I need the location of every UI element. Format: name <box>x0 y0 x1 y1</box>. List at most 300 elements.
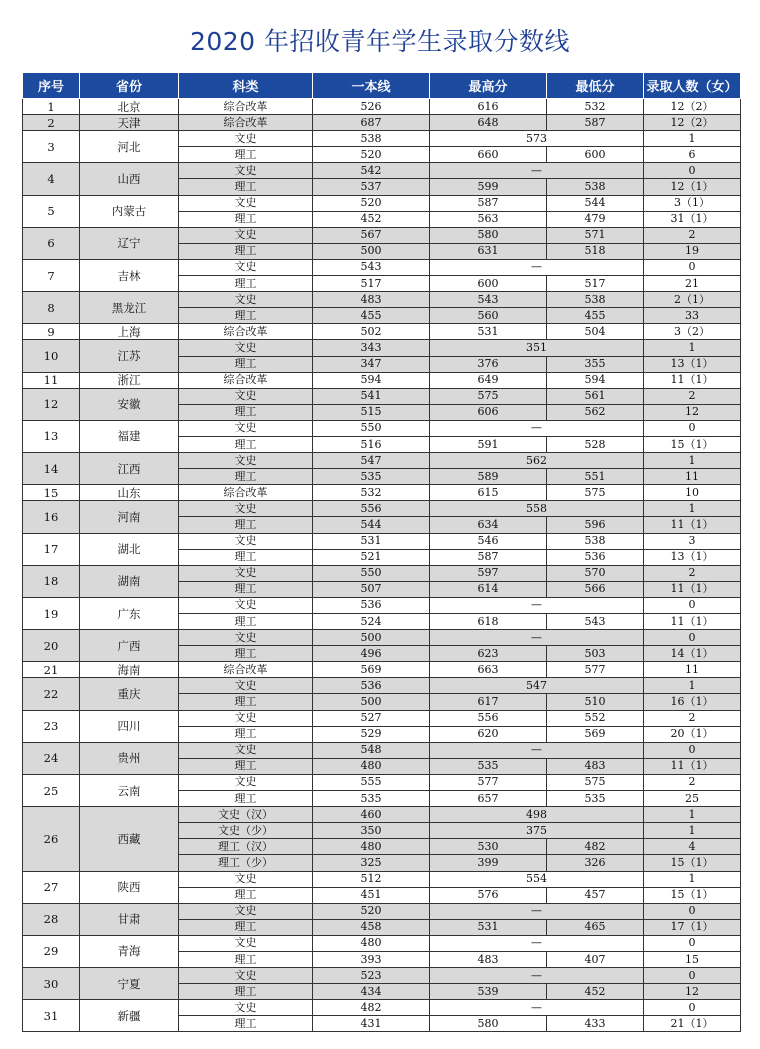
table-row <box>23 292 741 308</box>
admitted-count-cell: 16（1） <box>644 694 741 710</box>
admitted-count-cell: 14（1） <box>644 646 741 662</box>
tier1-line-cell: 520 <box>313 147 430 163</box>
tier1-line-cell: 507 <box>313 581 430 597</box>
subject-cell: 文史 <box>179 903 313 919</box>
row-index-cell: 3 <box>23 131 80 163</box>
admitted-count-cell: 15（1） <box>644 887 741 903</box>
header-index: 序号 <box>23 73 80 99</box>
tier1-line-cell: 350 <box>313 823 430 839</box>
tier1-line-cell: 547 <box>313 453 430 469</box>
table-row <box>23 935 741 951</box>
subject-cell: 理工（少） <box>179 855 313 871</box>
tier1-line-cell: 532 <box>313 485 430 501</box>
tier1-line-cell: 480 <box>313 935 430 951</box>
subject-cell: 理工 <box>179 308 313 324</box>
province-cell: 江苏 <box>80 340 179 372</box>
merged-score-cell: 573 <box>430 131 644 147</box>
tier1-line-cell: 535 <box>313 469 430 485</box>
merged-score-cell: 547 <box>430 678 644 694</box>
row-index-cell: 8 <box>23 292 80 324</box>
merged-score-cell: — <box>430 259 644 275</box>
admitted-count-cell: 15（1） <box>644 436 741 452</box>
row-index-cell: 14 <box>23 453 80 485</box>
subject-cell: 理工 <box>179 758 313 774</box>
max-score-cell: 614 <box>430 581 547 597</box>
admitted-count-cell: 12（2） <box>644 99 741 115</box>
table-row <box>23 968 741 984</box>
subject-cell: 理工 <box>179 614 313 630</box>
subject-cell: 文史 <box>179 501 313 517</box>
table-row <box>23 340 741 356</box>
admitted-count-cell: 15（1） <box>644 855 741 871</box>
min-score-cell: 517 <box>547 276 644 292</box>
admitted-count-cell: 3（1） <box>644 195 741 211</box>
table-row <box>23 742 741 758</box>
table-row <box>23 131 741 147</box>
header-tier1-line: 一本线 <box>313 73 430 99</box>
row-index-cell: 1 <box>23 99 80 115</box>
row-index-cell: 20 <box>23 630 80 662</box>
min-score-cell: 543 <box>547 614 644 630</box>
province-cell: 北京 <box>80 99 179 115</box>
max-score-cell: 606 <box>430 404 547 420</box>
tier1-line-cell: 535 <box>313 791 430 807</box>
province-cell: 辽宁 <box>80 227 179 259</box>
min-score-cell: 433 <box>547 1016 644 1032</box>
admitted-count-cell: 11（1） <box>644 372 741 388</box>
subject-cell: 文史 <box>179 292 313 308</box>
row-index-cell: 23 <box>23 710 80 742</box>
admitted-count-cell: 1 <box>644 807 741 823</box>
subject-cell: 文史 <box>179 597 313 613</box>
tier1-line-cell: 452 <box>313 211 430 227</box>
subject-cell: 文史 <box>179 630 313 646</box>
merged-score-cell: 558 <box>430 501 644 517</box>
province-cell: 安徽 <box>80 388 179 420</box>
admitted-count-cell: 0 <box>644 163 741 179</box>
min-score-cell: 566 <box>547 581 644 597</box>
min-score-cell: 600 <box>547 147 644 163</box>
min-score-cell: 457 <box>547 887 644 903</box>
admitted-count-cell: 10 <box>644 485 741 501</box>
admitted-count-cell: 11 <box>644 662 741 678</box>
admitted-count-cell: 13（1） <box>644 356 741 372</box>
table-row <box>23 485 741 501</box>
tier1-line-cell: 555 <box>313 774 430 790</box>
merged-score-cell: 351 <box>430 340 644 356</box>
province-cell: 江西 <box>80 453 179 485</box>
province-cell: 湖南 <box>80 565 179 597</box>
min-score-cell: 544 <box>547 195 644 211</box>
table-row <box>23 195 741 211</box>
max-score-cell: 591 <box>430 436 547 452</box>
merged-score-cell: — <box>430 420 644 436</box>
subject-cell: 文史 <box>179 1000 313 1016</box>
header-subject: 科类 <box>179 73 313 99</box>
tier1-line-cell: 550 <box>313 420 430 436</box>
table-row <box>23 597 741 613</box>
row-index-cell: 5 <box>23 195 80 227</box>
tier1-line-cell: 543 <box>313 259 430 275</box>
row-index-cell: 12 <box>23 388 80 420</box>
max-score-cell: 556 <box>430 710 547 726</box>
tier1-line-cell: 343 <box>313 340 430 356</box>
tier1-line-cell: 517 <box>313 276 430 292</box>
min-score-cell: 518 <box>547 243 644 259</box>
subject-cell: 文史 <box>179 163 313 179</box>
tier1-line-cell: 460 <box>313 807 430 823</box>
min-score-cell: 504 <box>547 324 644 340</box>
table-row <box>23 163 741 179</box>
min-score-cell: 536 <box>547 549 644 565</box>
max-score-cell: 543 <box>430 292 547 308</box>
subject-cell: 文史 <box>179 565 313 581</box>
max-score-cell: 575 <box>430 388 547 404</box>
table-row <box>23 630 741 646</box>
merged-score-cell: — <box>430 968 644 984</box>
min-score-cell: 503 <box>547 646 644 662</box>
max-score-cell: 530 <box>430 839 547 855</box>
tier1-line-cell: 529 <box>313 726 430 742</box>
row-index-cell: 22 <box>23 678 80 710</box>
tier1-line-cell: 538 <box>313 131 430 147</box>
row-index-cell: 24 <box>23 742 80 774</box>
tier1-line-cell: 458 <box>313 919 430 935</box>
min-score-cell: 326 <box>547 855 644 871</box>
admitted-count-cell: 12 <box>644 984 741 1000</box>
subject-cell: 理工 <box>179 356 313 372</box>
table-row <box>23 678 741 694</box>
tier1-line-cell: 431 <box>313 1016 430 1032</box>
row-index-cell: 19 <box>23 597 80 629</box>
tier1-line-cell: 500 <box>313 630 430 646</box>
min-score-cell: 569 <box>547 726 644 742</box>
admitted-count-cell: 25 <box>644 791 741 807</box>
admitted-count-cell: 6 <box>644 147 741 163</box>
max-score-cell: 535 <box>430 758 547 774</box>
max-score-cell: 531 <box>430 919 547 935</box>
max-score-cell: 531 <box>430 324 547 340</box>
province-cell: 新疆 <box>80 1000 179 1032</box>
max-score-cell: 587 <box>430 195 547 211</box>
row-index-cell: 26 <box>23 807 80 871</box>
tier1-line-cell: 542 <box>313 163 430 179</box>
province-cell: 浙江 <box>80 372 179 388</box>
tier1-line-cell: 512 <box>313 871 430 887</box>
min-score-cell: 455 <box>547 308 644 324</box>
row-index-cell: 15 <box>23 485 80 501</box>
table-row <box>23 565 741 581</box>
province-cell: 西藏 <box>80 807 179 871</box>
max-score-cell: 587 <box>430 549 547 565</box>
table-row <box>23 662 741 678</box>
subject-cell: 文史 <box>179 131 313 147</box>
tier1-line-cell: 520 <box>313 195 430 211</box>
province-cell: 山东 <box>80 485 179 501</box>
admitted-count-cell: 1 <box>644 871 741 887</box>
row-index-cell: 10 <box>23 340 80 372</box>
min-score-cell: 479 <box>547 211 644 227</box>
admitted-count-cell: 0 <box>644 420 741 436</box>
admitted-count-cell: 12 <box>644 404 741 420</box>
admitted-count-cell: 3（2） <box>644 324 741 340</box>
min-score-cell: 532 <box>547 99 644 115</box>
min-score-cell: 452 <box>547 984 644 1000</box>
province-cell: 陕西 <box>80 871 179 903</box>
merged-score-cell: — <box>430 1000 644 1016</box>
province-cell: 河北 <box>80 131 179 163</box>
subject-cell: 理工 <box>179 726 313 742</box>
tier1-line-cell: 524 <box>313 614 430 630</box>
tier1-line-cell: 521 <box>313 549 430 565</box>
min-score-cell: 570 <box>547 565 644 581</box>
admitted-count-cell: 17（1） <box>644 919 741 935</box>
max-score-cell: 618 <box>430 614 547 630</box>
page-title: 2020 年招收青年学生录取分数线 <box>189 27 571 56</box>
tier1-line-cell: 393 <box>313 951 430 967</box>
admitted-count-cell: 12（1） <box>644 179 741 195</box>
min-score-cell: 355 <box>547 356 644 372</box>
merged-score-cell: — <box>430 742 644 758</box>
row-index-cell: 16 <box>23 501 80 533</box>
max-score-cell: 617 <box>430 694 547 710</box>
admitted-count-cell: 3 <box>644 533 741 549</box>
merged-score-cell: 554 <box>430 871 644 887</box>
admitted-count-cell: 0 <box>644 742 741 758</box>
min-score-cell: 483 <box>547 758 644 774</box>
min-score-cell: 551 <box>547 469 644 485</box>
subject-cell: 理工 <box>179 179 313 195</box>
subject-cell: 文史 <box>179 420 313 436</box>
row-index-cell: 17 <box>23 533 80 565</box>
min-score-cell: 596 <box>547 517 644 533</box>
tier1-line-cell: 516 <box>313 436 430 452</box>
subject-cell: 文史 <box>179 935 313 951</box>
table-row <box>23 903 741 919</box>
subject-cell: 理工 <box>179 276 313 292</box>
province-cell: 海南 <box>80 662 179 678</box>
tier1-line-cell: 531 <box>313 533 430 549</box>
subject-cell: 理工 <box>179 791 313 807</box>
table-row <box>23 710 741 726</box>
min-score-cell: 577 <box>547 662 644 678</box>
min-score-cell: 482 <box>547 839 644 855</box>
province-cell: 吉林 <box>80 259 179 291</box>
max-score-cell: 599 <box>430 179 547 195</box>
row-index-cell: 13 <box>23 420 80 452</box>
max-score-cell: 649 <box>430 372 547 388</box>
tier1-line-cell: 541 <box>313 388 430 404</box>
admitted-count-cell: 2 <box>644 710 741 726</box>
admitted-count-cell: 1 <box>644 131 741 147</box>
tier1-line-cell: 536 <box>313 678 430 694</box>
merged-score-cell: — <box>430 903 644 919</box>
province-cell: 内蒙古 <box>80 195 179 227</box>
min-score-cell: 587 <box>547 115 644 131</box>
max-score-cell: 577 <box>430 774 547 790</box>
subject-cell: 理工 <box>179 211 313 227</box>
subject-cell: 文史 <box>179 340 313 356</box>
admitted-count-cell: 0 <box>644 597 741 613</box>
tier1-line-cell: 502 <box>313 324 430 340</box>
merged-score-cell: 498 <box>430 807 644 823</box>
province-cell: 贵州 <box>80 742 179 774</box>
subject-cell: 综合改革 <box>179 662 313 678</box>
subject-cell: 文史（少） <box>179 823 313 839</box>
merged-score-cell: — <box>430 163 644 179</box>
merged-score-cell: — <box>430 935 644 951</box>
max-score-cell: 399 <box>430 855 547 871</box>
max-score-cell: 616 <box>430 99 547 115</box>
province-cell: 河南 <box>80 501 179 533</box>
table-row <box>23 324 741 340</box>
subject-cell: 理工 <box>179 517 313 533</box>
province-cell: 福建 <box>80 420 179 452</box>
row-index-cell: 9 <box>23 324 80 340</box>
max-score-cell: 563 <box>430 211 547 227</box>
max-score-cell: 589 <box>430 469 547 485</box>
subject-cell: 理工 <box>179 984 313 1000</box>
subject-cell: 理工 <box>179 436 313 452</box>
table-row <box>23 807 741 823</box>
max-score-cell: 376 <box>430 356 547 372</box>
admitted-count-cell: 11（1） <box>644 581 741 597</box>
table-header-row <box>23 73 741 99</box>
province-cell: 湖北 <box>80 533 179 565</box>
tier1-line-cell: 569 <box>313 662 430 678</box>
admitted-count-cell: 31（1） <box>644 211 741 227</box>
subject-cell: 文史 <box>179 533 313 549</box>
subject-cell: 综合改革 <box>179 372 313 388</box>
tier1-line-cell: 520 <box>313 903 430 919</box>
max-score-cell: 648 <box>430 115 547 131</box>
max-score-cell: 576 <box>430 887 547 903</box>
subject-cell: 理工 <box>179 243 313 259</box>
min-score-cell: 465 <box>547 919 644 935</box>
min-score-cell: 535 <box>547 791 644 807</box>
subject-cell: 文史 <box>179 774 313 790</box>
admitted-count-cell: 2 <box>644 774 741 790</box>
table-row <box>23 388 741 404</box>
subject-cell: 理工（汉） <box>179 839 313 855</box>
subject-cell: 理工 <box>179 951 313 967</box>
tier1-line-cell: 536 <box>313 597 430 613</box>
admitted-count-cell: 33 <box>644 308 741 324</box>
admitted-count-cell: 11（1） <box>644 758 741 774</box>
subject-cell: 理工 <box>179 887 313 903</box>
admitted-count-cell: 1 <box>644 501 741 517</box>
merged-score-cell: 562 <box>430 453 644 469</box>
admitted-count-cell: 0 <box>644 903 741 919</box>
merged-score-cell: — <box>430 597 644 613</box>
table-row <box>23 259 741 275</box>
max-score-cell: 663 <box>430 662 547 678</box>
min-score-cell: 538 <box>547 179 644 195</box>
max-score-cell: 560 <box>430 308 547 324</box>
subject-cell: 理工 <box>179 694 313 710</box>
row-index-cell: 7 <box>23 259 80 291</box>
tier1-line-cell: 523 <box>313 968 430 984</box>
province-cell: 青海 <box>80 935 179 967</box>
table-row <box>23 501 741 517</box>
row-index-cell: 30 <box>23 968 80 1000</box>
subject-cell: 文史 <box>179 453 313 469</box>
min-score-cell: 528 <box>547 436 644 452</box>
province-cell: 甘肃 <box>80 903 179 935</box>
max-score-cell: 483 <box>430 951 547 967</box>
subject-cell: 理工 <box>179 581 313 597</box>
max-score-cell: 615 <box>430 485 547 501</box>
table-row <box>23 453 741 469</box>
subject-cell: 文史 <box>179 388 313 404</box>
merged-score-cell: 375 <box>430 823 644 839</box>
subject-cell: 文史（汉） <box>179 807 313 823</box>
admitted-count-cell: 1 <box>644 340 741 356</box>
admitted-count-cell: 0 <box>644 630 741 646</box>
admitted-count-cell: 11（1） <box>644 517 741 533</box>
table-row <box>23 99 741 115</box>
subject-cell: 文史 <box>179 742 313 758</box>
tier1-line-cell: 500 <box>313 694 430 710</box>
table-row <box>23 871 741 887</box>
subject-cell: 文史 <box>179 195 313 211</box>
subject-cell: 理工 <box>179 919 313 935</box>
tier1-line-cell: 594 <box>313 372 430 388</box>
min-score-cell: 575 <box>547 774 644 790</box>
tier1-line-cell: 347 <box>313 356 430 372</box>
admitted-count-cell: 2（1） <box>644 292 741 308</box>
min-score-cell: 594 <box>547 372 644 388</box>
tier1-line-cell: 496 <box>313 646 430 662</box>
subject-cell: 理工 <box>179 404 313 420</box>
tier1-line-cell: 455 <box>313 308 430 324</box>
admitted-count-cell: 11（1） <box>644 614 741 630</box>
subject-cell: 综合改革 <box>179 324 313 340</box>
subject-cell: 理工 <box>179 469 313 485</box>
max-score-cell: 623 <box>430 646 547 662</box>
merged-score-cell: — <box>430 630 644 646</box>
admitted-count-cell: 2 <box>644 227 741 243</box>
admitted-count-cell: 0 <box>644 968 741 984</box>
tier1-line-cell: 544 <box>313 517 430 533</box>
province-cell: 四川 <box>80 710 179 742</box>
row-index-cell: 28 <box>23 903 80 935</box>
row-index-cell: 11 <box>23 372 80 388</box>
max-score-cell: 539 <box>430 984 547 1000</box>
table-row <box>23 372 741 388</box>
tier1-line-cell: 687 <box>313 115 430 131</box>
row-index-cell: 6 <box>23 227 80 259</box>
admitted-count-cell: 11 <box>644 469 741 485</box>
table-row <box>23 420 741 436</box>
max-score-cell: 660 <box>430 147 547 163</box>
subject-cell: 文史 <box>179 968 313 984</box>
tier1-line-cell: 482 <box>313 1000 430 1016</box>
header-max-score: 最高分 <box>430 73 547 99</box>
subject-cell: 文史 <box>179 678 313 694</box>
max-score-cell: 546 <box>430 533 547 549</box>
admitted-count-cell: 19 <box>644 243 741 259</box>
subject-cell: 理工 <box>179 646 313 662</box>
admitted-count-cell: 20（1） <box>644 726 741 742</box>
admitted-count-cell: 2 <box>644 388 741 404</box>
min-score-cell: 575 <box>547 485 644 501</box>
min-score-cell: 562 <box>547 404 644 420</box>
tier1-line-cell: 527 <box>313 710 430 726</box>
tier1-line-cell: 548 <box>313 742 430 758</box>
subject-cell: 理工 <box>179 1016 313 1032</box>
subject-cell: 综合改革 <box>179 115 313 131</box>
